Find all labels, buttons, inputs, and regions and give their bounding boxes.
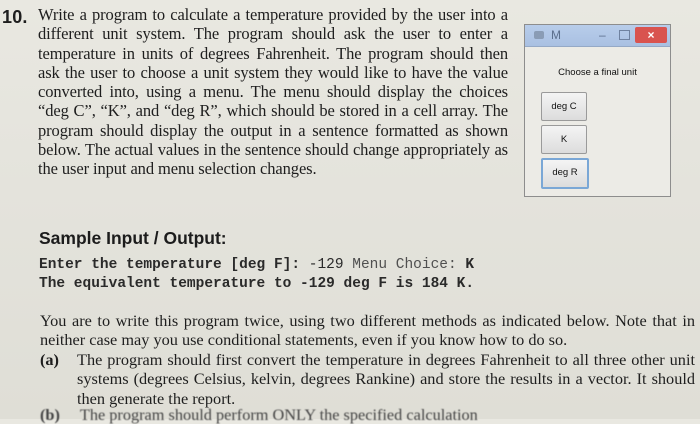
output-text: The equivalent temperature to -129 deg F is 184 K. xyxy=(39,276,475,292)
input-prompt: Enter the temperature [deg F]: xyxy=(39,257,309,273)
sample-input-line xyxy=(39,257,474,273)
input-value: -129 xyxy=(308,257,344,273)
close-icon[interactable]: × xyxy=(635,27,667,43)
question-text: Write a program to calculate a temperature provided by the user into a different unit system. The program should ask the user to enter a temperature in units of degrees Fahrenheit. The program should then ask the user to choose a unit system they would like to have the value converted into, using a menu. The menu should display the choices “deg C”, “K”, and “deg R”, which should be stored in a cell array. The program should display the output in a sentence formatted as shown below. The actual values in the sentence should change appropriately as the user input and menu selection changes. xyxy=(38,5,508,179)
maximize-icon[interactable] xyxy=(619,30,630,40)
window-title: M xyxy=(551,28,561,42)
part-b-text: The program should perform ONLY the specified calculation xyxy=(79,405,478,424)
part-b-label: (b) xyxy=(40,405,60,424)
minimize-icon[interactable]: – xyxy=(599,28,606,42)
deg-r-button[interactable]: deg R xyxy=(541,158,589,189)
menu-choice-value: K xyxy=(465,257,475,273)
question-number: 10. xyxy=(2,7,28,27)
part-b xyxy=(40,405,540,424)
menu-choice-label: Menu Choice: xyxy=(343,257,466,273)
deg-c-button[interactable]: deg C xyxy=(541,92,587,121)
window-titlebar xyxy=(525,25,670,47)
part-a-label: (a) xyxy=(40,350,59,369)
menu-window xyxy=(524,24,671,197)
k-button[interactable]: K xyxy=(541,125,587,154)
sample-heading: Sample Input / Output: xyxy=(39,228,227,248)
part-a-text: The program should first convert the temperature in degrees Fahrenheit to all three other unit systems (degrees Celsius, kelvin, degrees Rankine) and store the results in a vector. It should then generate the report. xyxy=(77,350,695,408)
sample-output-line xyxy=(39,276,474,292)
instructions-paragraph: You are to write this program twice, using two different methods as indicated below. Note that in neither case may you use conditional statements, even if you know how to do so. xyxy=(40,311,695,350)
part-a xyxy=(40,350,695,408)
menu-prompt: Choose a final unit xyxy=(558,67,637,78)
window-app-icon xyxy=(534,31,544,39)
